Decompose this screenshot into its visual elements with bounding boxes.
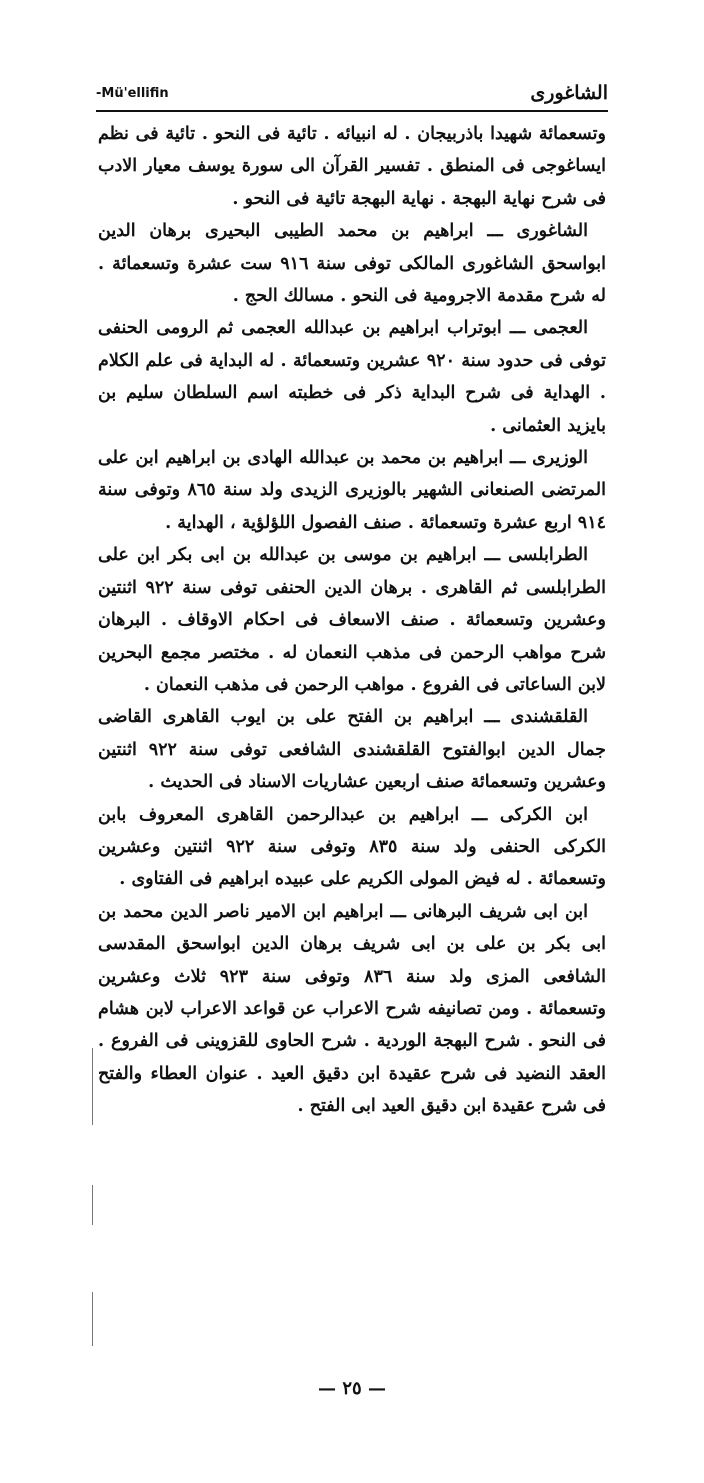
body-text (98, 118, 606, 1123)
margin-line (92, 1085, 93, 1125)
entry-paragraph: الطرابلسى ـــ ابراهيم بن موسى بن عبدالله بن ابى بكر ابن على الطرابلسى ثم القاهرى . برهان الدين الحنفى توفى سنة ٩٢٢ اثنتين وعشرين وتسعمائة . صنف الاسعاف فى احكام الاوقاف . البرهان شرح مواهب الرحمن فى مذهب النعمان له . مختصر مجمع البحرين لابن الساعاتى فى الفروع . مواهب الرحمن فى مذهب النعمان . (98, 545, 606, 695)
entry-paragraph: الوزيرى ـــ ابراهيم بن محمد بن عبدالله الهادى بن ابراهيم ابن على المرتضى الصنعانى الشهير بالوزيرى الزيدى ولد سنة ٨٦٥ وتوفى سنة ٩١٤ اربع عشرة وتسعمائة . صنف الفصول اللؤلؤية ، الهداية . (98, 448, 606, 533)
running-header (96, 80, 608, 112)
header-entry-name: الشاغوری (530, 82, 608, 104)
entry-paragraph: ابن الكركى ـــ ابراهيم بن عبدالرحمن القاهرى المعروف بابن الكركى الحنفى ولد سنة ٨٣٥ وتوفى سنة ٩٢٢ اثنتين وعشرين وتسعمائة . له فيض المولى الكريم على عبيده ابراهيم فى الفتاوى . (98, 804, 607, 890)
entry-paragraph: وتسعمائة شهيدا باذربيجان . له انبيائه . تائية فى النحو . تائية فى نظم ايساغوجى فى المنطق . تفسير القرآن الى سورة يوسف معيار الادب فى شرح نهاية البهجة . نهاية البهجة تائية فى النحو . (98, 124, 606, 209)
margin-line (92, 1185, 93, 1225)
entry-paragraph: القلقشندى ـــ ابراهيم بن الفتح على بن ايوب القاهرى القاضى جمال الدين ابوالفتوح القلقشندى الشافعى توفى سنة ٩٢٢ اثنتين وعشرين وتسعمائة صنف اربعين عشاريات الاسناد فى الحديث . (98, 707, 607, 793)
header-book-title: -Mü'ellifin (96, 85, 169, 101)
margin-line (92, 1292, 93, 1346)
entry-paragraph: ابن ابى شريف البرهانى ـــ ابراهيم ابن الامير ناصر الدين محمد بن ابى بكر بن على بن ابى شريف برهان الدين ابواسحق المقدسى الشافعى المزى ولد سنة ٨٣٦ وتوفى سنة ٩٢٣ ثلاث وعشرين وتسعمائة . ومن تصانيفه شرح الاعراب عن قواعد الاعراب لابن هشام فى النحو . شرح البهجة الوردية . شرح الحاوى للقزوينى فى الفروع . العقد النضيد فى شرح عقيدة ابن دقيق العيد . عنوان العطاء والفتح فى شرح عقيدة ابن دقيق العيد ابى الفتح . (98, 901, 606, 1117)
page-number: — ٢٥ — (318, 1378, 386, 1399)
entry-paragraph: الشاغورى ـــ ابراهيم بن محمد الطيبى البحيرى برهان الدين ابواسحق الشاغورى المالكى توفى سنة ٩١٦ ست عشرة وتسعمائة . له شرح مقدمة الاجرومية فى النحو . مسالك الحج . (98, 221, 607, 307)
entry-paragraph: العجمى ـــ ابوتراب ابراهيم بن عبدالله العجمى ثم الرومى الحنفى توفى فى حدود سنة ٩٢٠ عشرين وتسعمائة . له البداية فى علم الكلام . الهداية فى شرح البداية ذكر فى خطبته اسم السلطان سليم بن بايزيد العثمانى . (98, 318, 606, 436)
